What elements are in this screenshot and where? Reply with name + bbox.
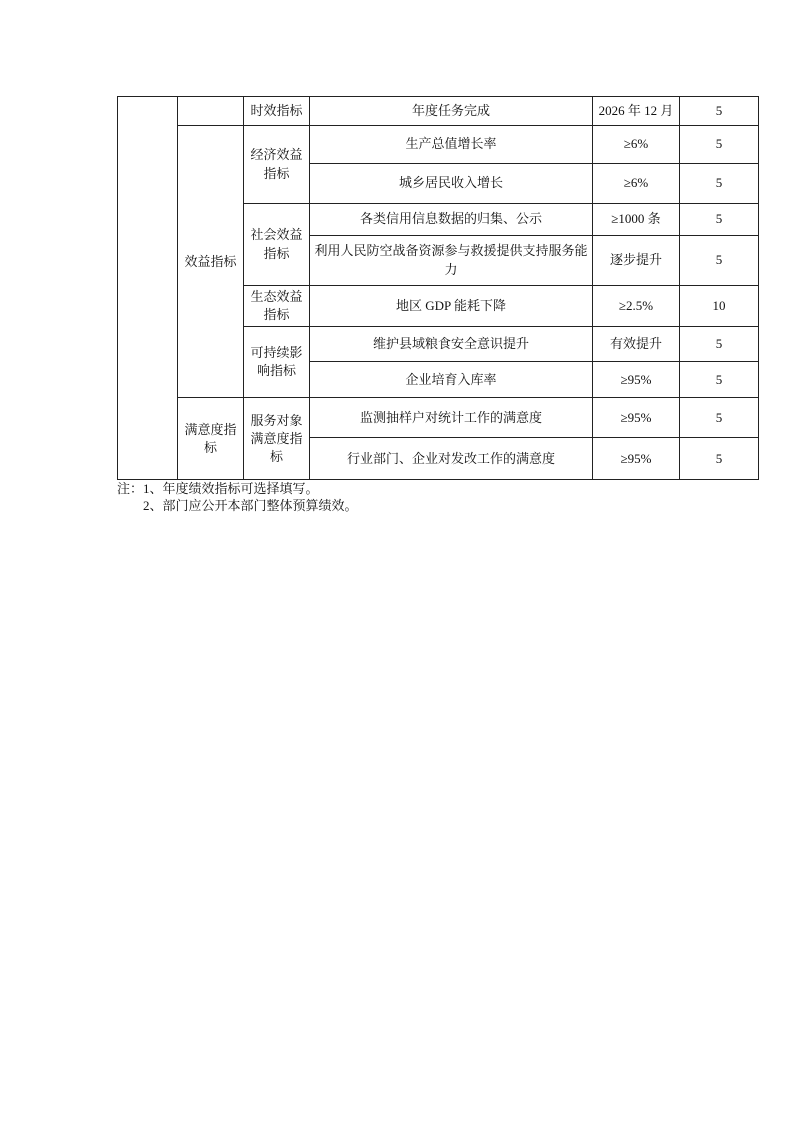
weight-cell: 5 [680,97,759,126]
subcategory-cell-ecological: 生态效益指标 [244,286,310,327]
empty-spanning-cell [118,97,178,480]
footnote-line-2: 2、部门应公开本部门整体预算绩效。 [143,498,358,513]
indicator-value-cell: ≥6% [593,164,680,204]
subcategory-cell-timeliness: 时效指标 [244,97,310,126]
indicator-name-cell: 企业培育入库率 [310,362,593,398]
indicator-value-cell: 有效提升 [593,327,680,362]
indicator-name-cell: 监测抽样户对统计工作的满意度 [310,398,593,438]
weight-cell: 5 [680,126,759,164]
indicator-name-cell: 维护县域粮食安全意识提升 [310,327,593,362]
category-cell-satisfaction: 满意度指标 [178,398,244,480]
indicator-value-cell: 2026 年 12 月 [593,97,680,126]
indicator-value-cell: ≥95% [593,398,680,438]
subcategory-cell-social: 社会效益指标 [244,204,310,286]
footnote-line-1: 1、年度绩效指标可选择填写。 [143,481,319,496]
weight-cell: 5 [680,362,759,398]
indicator-value-cell: ≥95% [593,438,680,480]
weight-cell: 5 [680,204,759,236]
subcategory-cell-service-satisfaction: 服务对象满意度指标 [244,398,310,480]
indicator-name-cell: 地区 GDP 能耗下降 [310,286,593,327]
category-cell-benefit: 效益指标 [178,126,244,398]
indicator-value-cell: ≥6% [593,126,680,164]
weight-cell: 10 [680,286,759,327]
weight-cell: 5 [680,236,759,286]
indicator-name-cell: 各类信用信息数据的归集、公示 [310,204,593,236]
indicator-name-cell: 生产总值增长率 [310,126,593,164]
indicator-name-cell: 城乡居民收入增长 [310,164,593,204]
indicator-value-cell: ≥1000 条 [593,204,680,236]
footnotes [117,481,358,515]
subcategory-cell-sustainable: 可持续影响指标 [244,327,310,398]
indicator-name-cell: 年度任务完成 [310,97,593,126]
indicator-value-cell: 逐步提升 [593,236,680,286]
weight-cell: 5 [680,164,759,204]
indicator-name-cell: 行业部门、企业对发改工作的满意度 [310,438,593,480]
indicator-name-cell: 利用人民防空战备资源参与救援提供支持服务能力 [310,236,593,286]
indicator-value-cell: ≥2.5% [593,286,680,327]
weight-cell: 5 [680,327,759,362]
footnotes-label: 注： [117,481,144,496]
category-cell-blank [178,97,244,126]
weight-cell: 5 [680,398,759,438]
performance-indicator-table [117,96,759,480]
weight-cell: 5 [680,438,759,480]
indicator-value-cell: ≥95% [593,362,680,398]
subcategory-cell-economic: 经济效益指标 [244,126,310,204]
